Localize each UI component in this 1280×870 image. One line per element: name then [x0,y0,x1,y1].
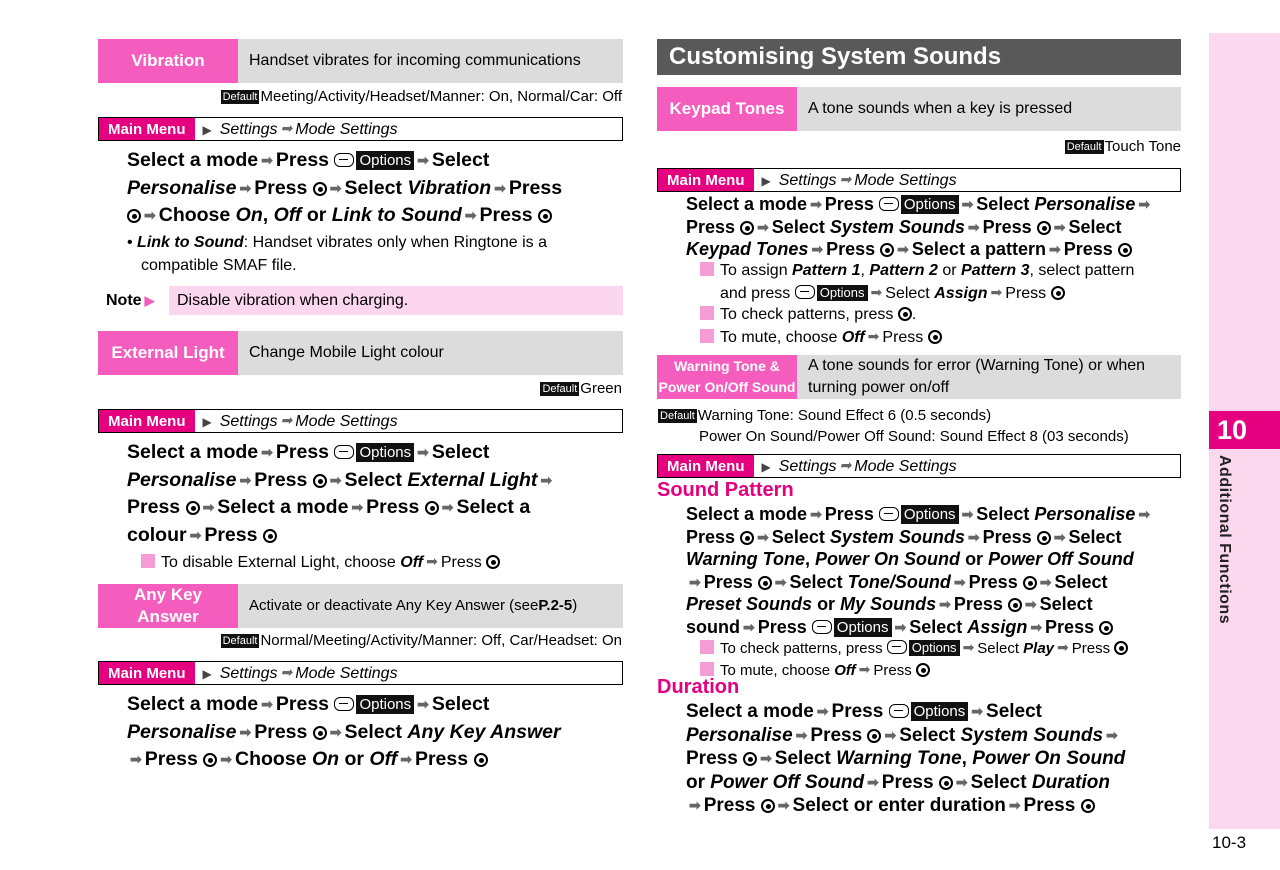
center-key-icon [313,182,327,196]
main-menu-bar-keypad [657,168,1181,192]
menu-path-mode: Mode Settings [854,457,957,475]
menu-path-mode: Mode Settings [295,664,398,682]
keypad-notes: To assign Pattern 1, Pattern 2 or Pattern 3, select pattern and press Options ➡ Select Assign ➡ Press To check patterns, press . To mute, choose Off ➡ Press [700,260,1134,348]
step-text: Press [881,771,934,793]
step-term: System Sounds [829,216,965,237]
bullet-term: Link to Sound [137,234,244,251]
step-text: Press [479,204,533,226]
center-key-icon [203,753,217,767]
main-menu-bar-any-key [98,661,623,685]
step-term: Tone/Sound [847,571,951,592]
step-term: Link to Sound [331,204,462,226]
bullet-text: : Handset vibrates only when Ringtone is a [243,234,547,251]
step-text: Select [344,468,402,491]
step-term: Any Key Answer [407,720,561,743]
warning-tone-description [797,355,1181,399]
options-key: Options [356,151,414,170]
step-text: Choose [158,204,231,226]
step-text: Select a [456,496,531,518]
options-key: Options [901,505,959,524]
step-text: Select [976,194,1030,214]
center-key-icon [1099,621,1113,635]
step-term: Off [369,748,398,770]
center-key-icon [1037,531,1051,545]
note-marker-icon [700,306,714,320]
external-light-steps: Select a mode ➡ Press Options ➡ Select Personalise ➡ Press ➡ Select External Light ➡ Press ➡ Select a mode ➡ Press ➡ Select a colour ➡ Press [127,441,553,546]
step-term: Power Off Sound [988,549,1134,569]
menu-path: ▶ Settings ➡ Mode Settings [761,170,957,189]
step-text: colour [127,523,187,546]
note-marker-icon [700,262,714,276]
note-text: To mute, choose [720,328,838,346]
center-key-icon [474,753,488,767]
center-key-icon [1023,576,1037,590]
center-key-icon [1118,243,1132,257]
sound-pattern-heading: Sound Pattern [657,479,794,501]
vibration-description: Handset vibrates for incoming communications [238,39,623,83]
menu-path-mode: Mode Settings [295,120,398,138]
step-text: Press [703,795,756,816]
step-text: Select a mode [127,441,259,463]
center-key-icon [425,501,439,515]
softkey-icon [887,640,907,654]
step-text: Press [127,496,181,518]
step-term: Personalise [1034,504,1136,524]
note-text: To disable External Light, choose [161,554,396,571]
default-badge: Default [660,410,695,422]
step-text: Press [1045,616,1095,637]
softkey-icon [334,445,354,459]
options-key: Options [356,443,414,462]
step-text: Press [144,748,198,770]
note-term: Pattern 3 [961,262,1030,279]
page-reference[interactable]: P.2-5 [538,597,573,614]
step-text: Select [431,441,490,463]
step-text: Select [1054,571,1108,592]
note-marker-icon [141,554,155,568]
any-key-desc-text: ) [572,597,578,614]
note-text: , [860,262,865,279]
center-key-icon [928,330,942,344]
note-marker-icon [700,662,714,676]
step-text: Select a mode [686,504,808,524]
step-text: Press [982,216,1032,237]
vibration-row [98,39,623,83]
step-text: or [686,771,705,793]
step-text: Press [275,441,330,463]
step-term: Personalise [127,720,237,743]
step-text: Select [1039,594,1093,614]
step-text: , [805,549,811,569]
note-text: Press [440,554,482,571]
vibration-default [221,88,622,105]
step-text: Press [686,748,738,769]
external-light-description: Change Mobile Light colour [238,331,623,375]
step-term: Keypad Tones [686,239,809,259]
note-text: Select [885,284,930,302]
warning-default-text: Warning Tone: Sound Effect 6 (0.5 seconds) [697,407,992,424]
note-text: To check patterns, press [720,640,883,657]
keypad-tones-default [1065,138,1181,155]
menu-path-settings: Settings [219,120,278,138]
step-text: Select [431,149,490,171]
warning-default-text: Power On Sound/Power Off Sound: Sound Effect 8 (03 seconds) [699,428,1129,445]
external-light-default [540,380,622,397]
step-term: Personalise [127,176,237,199]
note-box [98,286,623,315]
center-key-icon [880,243,894,257]
menu-path: ▶ Settings ➡ Mode Settings [202,119,398,138]
center-key-icon [898,307,912,321]
options-key: Options [901,195,959,214]
step-term: Warning Tone [686,549,805,569]
note-label-text: Note [106,291,142,309]
softkey-icon [334,697,354,711]
note-text: Select [977,640,1019,657]
step-text: Select a mode [686,194,808,214]
step-text: Press [414,748,469,770]
note-term: Off [841,328,865,346]
external-light-note: To disable External Light, choose Off ➡ Press [141,550,500,574]
step-text: Press [508,176,563,199]
link-to-sound-bullet: • Link to Sound: Handset vibrates only when Ringtone is a compatible SMAF file. [127,231,547,277]
note-term: Pattern 2 [869,262,938,279]
note-text: Press [882,328,924,346]
step-term: Warning Tone [836,748,962,769]
center-key-icon [1051,286,1065,300]
center-key-icon [263,529,277,543]
step-text: Press [757,616,807,637]
step-text: Press [254,720,308,743]
main-menu-bar-vibration [98,117,623,141]
step-text: Select [986,701,1042,722]
step-text: Select [976,504,1030,524]
menu-path-settings: Settings [778,171,837,189]
sound-pattern-notes: To check patterns, press Options ➡ Select Play ➡ Press To mute, choose Off ➡ Press [700,637,1128,681]
center-key-icon [1081,799,1095,813]
note-text: To check patterns, press [720,306,894,323]
any-key-desc-text: Activate or deactivate Any Key Answer (see [249,597,539,614]
bullet-text: compatible SMAF file. [141,257,297,274]
note-marker-icon [700,329,714,343]
options-key: Options [356,695,414,714]
step-text: Select [771,526,825,547]
step-term: Vibration [407,176,492,199]
main-menu-bar-warning [657,454,1181,478]
note-text: To mute, choose [720,662,831,679]
step-text: Select [909,616,963,637]
note-text: and press [720,284,791,302]
warning-tone-label [657,355,797,399]
step-text: Press [703,571,753,592]
section-title: Customising System Sounds [657,39,1181,75]
step-text: Press [275,693,330,715]
main-menu-label: Main Menu [99,118,195,140]
step-term: Personalise [1034,194,1136,214]
note-text: Press [1071,640,1111,657]
options-key: Options [911,702,969,721]
step-text: Press [204,523,258,546]
step-text: Press [686,216,736,237]
step-term: My Sounds [840,594,937,614]
step-text: Press [824,504,874,524]
step-term: External Light [407,468,538,491]
center-key-icon [1008,598,1022,612]
step-text: Press [831,701,884,722]
center-key-icon [313,726,327,740]
step-term: Off [273,204,302,226]
any-key-default [221,632,622,649]
note-term: Play [1023,640,1055,657]
step-text: Select [789,571,843,592]
main-menu-bar-external-light [98,409,623,433]
step-term: Personalise [127,468,237,491]
note-text: To assign [720,262,788,279]
any-key-label-line: Any Key [133,585,203,604]
center-key-icon [186,501,200,515]
note-text: or [942,262,957,279]
step-text: Press [686,526,736,547]
note-marker-icon [700,640,714,654]
duration-steps: Select a mode ➡ Press Options ➡ Select Personalise ➡ Press ➡ Select System Sounds ➡ Press ➡ Select Warning Tone, Power On Sound or Power Off Sound ➡ Press ➡ Select Duration ➡ Press ➡ Select or enter duration ➡ Press [686,701,1126,816]
step-text: Press [1023,795,1076,816]
keypad-steps: Select a mode ➡ Press Options ➡ Select Personalise ➡ Press ➡ Select System Sounds ➡ Press ➡ Select Keypad Tones ➡ Press ➡ Select a pattern ➡ Press [686,194,1151,259]
keypad-tones-row [657,87,1181,131]
step-term: Power On Sound [815,549,961,569]
step-text: Select [1068,216,1122,237]
chapter-title: Additional Functions [1216,455,1233,625]
step-term: On [235,204,263,226]
main-menu-label: Main Menu [658,169,754,191]
step-text: Select a mode [686,701,814,722]
note-term: Off [400,554,424,571]
note-text: Disable vibration when charging. [169,286,623,315]
step-text: , [961,748,967,769]
menu-path: ▶ Settings ➡ Mode Settings [761,456,957,475]
note-text: , select pattern [1029,262,1135,279]
any-key-row [98,584,623,628]
any-key-label [98,584,238,628]
menu-path-mode: Mode Settings [854,171,957,189]
menu-path: ▶ Settings ➡ Mode Settings [202,411,398,430]
center-key-icon [916,663,930,677]
warning-label-line: Warning Tone & [674,358,780,374]
any-key-steps: Select a mode ➡ Press Options ➡ Select Personalise ➡ Press ➡ Select Any Key Answer ➡ Press ➡ Choose On or Off ➡ Press [127,693,561,770]
options-key: Options [817,285,868,301]
step-text: or [965,549,984,569]
step-text: Select or enter duration [792,795,1006,816]
step-text: sound [686,616,740,637]
step-text: Press [366,496,420,518]
note-term: Pattern 1 [792,262,861,279]
step-term: Assign [967,616,1028,637]
step-term: Personalise [686,724,793,746]
step-text: or [344,748,364,770]
step-text: Select a mode [127,693,259,715]
note-term: Assign [934,284,988,302]
step-text: Press [275,149,330,171]
step-text: Press [982,526,1032,547]
main-menu-label: Main Menu [99,410,195,432]
menu-path-settings: Settings [219,412,278,430]
default-badge: Default [1066,141,1102,153]
step-text: Choose [235,748,307,770]
sound-pattern-steps: Select a mode ➡ Press Options ➡ Select Personalise ➡ Press ➡ Select System Sounds ➡ Press ➡ Select Warning Tone, Power On Sound or Power Off Sound ➡ Press ➡ Select Tone/Sound ➡ Press ➡ Select Preset Sounds or My Sounds ➡ Press ➡ Select sound ➡ Press Options ➡ Select Assign ➡ Press [686,504,1151,637]
step-text: Press [826,239,876,259]
step-text: Press [254,468,308,491]
softkey-icon [879,197,899,211]
any-key-default-text: Normal/Meeting/Activity/Manner: Off, Car/Headset: On [260,632,622,649]
step-text: Press [254,176,308,199]
warning-tone-row [657,355,1181,399]
center-key-icon [1037,221,1051,235]
step-term: On [311,748,340,770]
center-key-icon [313,474,327,488]
warning-label-line: Power On/Off Sound [658,379,796,395]
step-text: , [262,204,269,226]
softkey-icon [812,620,832,634]
default-badge: Default [222,91,258,103]
note-label: Note ▶ [98,286,169,315]
step-text: Select [431,693,490,715]
center-key-icon [761,799,775,813]
any-key-description [238,584,623,628]
center-key-icon [939,776,953,790]
step-text: Select [344,720,402,743]
menu-path-settings: Settings [778,457,837,475]
step-text: Select a mode [127,149,259,171]
step-text: Select [344,176,402,199]
keypad-default-text: Touch Tone [1104,138,1181,155]
step-text: Press [968,571,1018,592]
external-light-label: External Light [98,331,238,375]
step-text: Press [824,194,874,214]
center-key-icon [758,576,772,590]
center-key-icon [1114,641,1128,655]
step-text: Select [1068,526,1122,547]
main-menu-label: Main Menu [658,455,754,477]
menu-path-mode: Mode Settings [295,412,398,430]
note-term: Off [834,662,856,679]
external-light-default-text: Green [580,380,622,397]
external-light-row [98,331,623,375]
center-key-icon [538,209,552,223]
step-term: Power Off Sound [710,771,865,793]
center-key-icon [740,221,754,235]
default-badge: Default [542,383,578,395]
main-menu-label: Main Menu [99,662,195,684]
center-key-icon [486,555,500,569]
page-number: 10-3 [1212,833,1247,852]
step-text: Select a pattern [911,239,1046,259]
note-text: Press [873,662,912,679]
step-term: Preset Sounds [686,594,813,614]
vibration-label: Vibration [98,39,238,83]
step-term: Power On Sound [972,748,1126,769]
warning-desc-line: turning power on/off [808,379,950,396]
center-key-icon [743,752,757,766]
chapter-number[interactable]: 10 [1209,411,1280,449]
step-text: or [817,594,836,614]
step-text: Select [899,724,956,746]
menu-path: ▶ Settings ➡ Mode Settings [202,663,398,682]
step-text: Select [774,748,831,769]
warning-desc-line: A tone sounds for error (Warning Tone) or when [808,357,1146,374]
note-text: Press [1005,284,1047,302]
default-badge: Default [222,635,258,647]
softkey-icon [334,153,354,167]
softkey-icon [879,507,899,521]
keypad-tones-label: Keypad Tones [657,87,797,131]
step-text: Select [771,216,825,237]
step-text: or [306,204,327,226]
step-text: Press [810,724,863,746]
vibration-default-text: Meeting/Activity/Headset/Manner: On, Normal/Car: Off [260,88,622,105]
step-term: System Sounds [829,526,965,547]
vibration-steps: Select a mode ➡ Press Options ➡ Select Personalise ➡ Press ➡ Select Vibration ➡ Press ➡ Choose On, Off or Link to Sound ➡ Press [127,149,563,226]
softkey-icon [795,285,815,299]
duration-heading: Duration [657,676,740,698]
step-text: Select [970,771,1027,793]
step-term: Duration [1031,771,1110,793]
softkey-icon [889,704,909,718]
step-text: Select a mode [217,496,349,518]
any-key-label-line: Answer [137,607,199,626]
center-key-icon [867,729,881,743]
menu-path-settings: Settings [219,664,278,682]
step-text: Press [1063,239,1113,259]
center-key-icon [127,209,141,223]
options-key: Options [909,640,960,656]
step-term: System Sounds [960,724,1104,746]
keypad-tones-description: A tone sounds when a key is pressed [797,87,1181,131]
step-text: Press [953,594,1003,614]
options-key: Options [834,618,892,637]
center-key-icon [740,531,754,545]
warning-tone-default [658,405,1129,447]
